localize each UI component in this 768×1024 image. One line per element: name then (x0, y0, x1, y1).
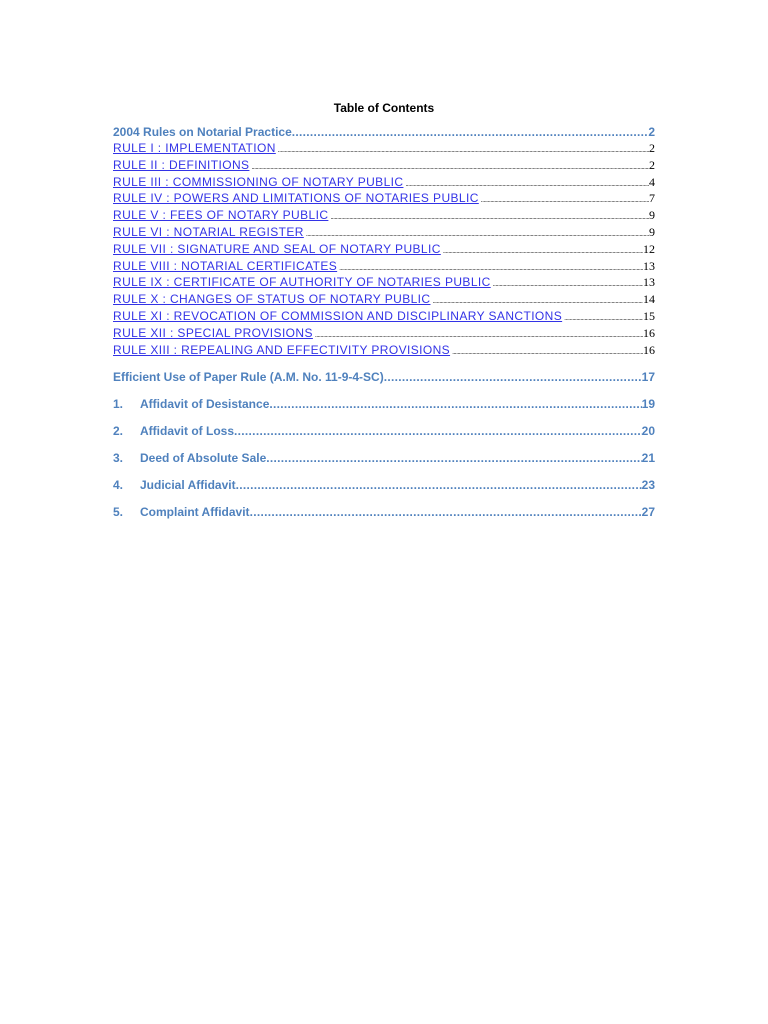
toc-entry-label: RULE III : COMMISSIONING OF NOTARY PUBLIC (113, 174, 404, 189)
toc-page-number: 16 (643, 342, 655, 357)
toc-entry-label: Judicial Affidavit (140, 478, 236, 493)
dot-leader (266, 451, 641, 465)
toc-entry-label: RULE VI : NOTARIAL REGISTER (113, 224, 304, 239)
dot-leader (405, 181, 649, 188)
toc-entry-judicial-affidavit[interactable] (113, 478, 655, 494)
toc-entry-label: RULE VIII : NOTARIAL CERTIFICATES (113, 258, 338, 273)
toc-page-number: 7 (649, 191, 655, 206)
toc-entry-number: 3. (113, 451, 124, 466)
toc-entry-number: 1. (113, 397, 124, 412)
toc-entry-rule-10[interactable] (113, 292, 655, 309)
toc-entry-label: RULE I : IMPLEMENTATION (113, 141, 276, 155)
dot-leader (269, 397, 641, 411)
toc-entry-number: 5. (113, 505, 124, 520)
toc-entry-label: RULE X : CHANGES OF STATUS OF NOTARY PUBLIC (113, 292, 431, 307)
toc-entry-label: Efficient Use of Paper Rule (A.M. No. 11-9-4-SC) (113, 370, 384, 385)
dot-leader (250, 505, 642, 519)
toc-entry-notarial-practice[interactable] (113, 125, 655, 141)
dot-leader (278, 147, 649, 154)
toc-page-number: 13 (643, 258, 655, 273)
dot-leader (330, 214, 649, 221)
toc-entry-label: Affidavit of Desistance (140, 397, 270, 412)
toc-entry-affidavit-of-loss[interactable] (113, 424, 655, 440)
toc-page-number: 2 (649, 141, 655, 155)
toc-entry-label: RULE IV : POWERS AND LIMITATIONS OF NOTARIES PUBLIC (113, 191, 479, 206)
toc-entry-rule-1[interactable] (113, 141, 655, 158)
toc-entry-deed-of-absolute-sale[interactable] (113, 451, 655, 467)
toc-entry-number: 4. (113, 478, 124, 493)
dot-leader (481, 197, 649, 204)
dot-leader (443, 248, 643, 255)
toc-entry-label: RULE XI : REVOCATION OF COMMISSION AND DISCIPLINARY SANCTIONS (113, 308, 563, 323)
toc-page-number: 4 (649, 174, 655, 189)
dot-leader (251, 164, 649, 171)
toc-entry-label: 2004 Rules on Notarial Practice (113, 125, 292, 139)
toc-page-number: 2 (649, 157, 655, 172)
toc-entry-rule-5[interactable] (113, 208, 655, 225)
toc-page-number: 21 (641, 451, 655, 466)
toc-page-number: 12 (643, 241, 655, 256)
toc-page-number: 17 (641, 370, 655, 385)
table-of-contents (113, 125, 655, 521)
toc-entry-label: RULE IX : CERTIFICATE OF AUTHORITY OF NOTARIES PUBLIC (113, 275, 491, 290)
toc-page-number: 27 (641, 505, 655, 520)
dot-leader (452, 349, 643, 356)
toc-entry-label: Deed of Absolute Sale (140, 451, 267, 466)
toc-page-number: 19 (641, 397, 655, 412)
toc-entry-rule-3[interactable] (113, 175, 655, 192)
toc-entry-complaint-affidavit[interactable] (113, 505, 655, 521)
toc-entry-rule-8[interactable] (113, 259, 655, 276)
toc-entry-label: RULE XIII : REPEALING AND EFFECTIVITY PROVISIONS (113, 342, 451, 357)
toc-page-number: 15 (643, 308, 655, 323)
toc-entry-rule-9[interactable] (113, 275, 655, 292)
toc-page-number: 14 (643, 292, 655, 307)
toc-page-number: 9 (649, 208, 655, 223)
toc-page-number: 2 (648, 125, 655, 139)
dot-leader (564, 315, 643, 322)
toc-page-number: 16 (643, 325, 655, 340)
toc-entry-number: 2. (113, 424, 124, 439)
toc-title: Table of Contents (333, 101, 435, 115)
dot-leader (306, 231, 649, 238)
toc-entry-label: RULE V : FEES OF NOTARY PUBLIC (113, 208, 329, 223)
dot-leader (292, 125, 649, 139)
toc-entry-rule-11[interactable] (113, 309, 655, 326)
dot-leader (339, 265, 643, 272)
toc-entry-affidavit-of-desistance[interactable] (113, 397, 655, 413)
dot-leader (432, 298, 643, 305)
toc-entry-label: Complaint Affidavit (140, 505, 250, 520)
toc-entry-label: RULE II : DEFINITIONS (113, 157, 250, 172)
dot-leader (384, 370, 642, 384)
dot-leader (493, 281, 643, 288)
toc-entry-rule-4[interactable] (113, 191, 655, 208)
dot-leader (236, 478, 642, 492)
toc-page-number: 20 (641, 424, 655, 439)
toc-page-number: 9 (649, 224, 655, 239)
toc-entry-efficient-use-of-paper[interactable] (113, 370, 655, 386)
toc-entry-label: Affidavit of Loss (140, 424, 235, 439)
dot-leader (315, 332, 643, 339)
toc-entry-rule-13[interactable] (113, 343, 655, 360)
toc-page-number: 23 (641, 478, 655, 493)
dot-leader (234, 424, 642, 438)
toc-entry-rule-6[interactable] (113, 225, 655, 242)
toc-entry-rule-7[interactable] (113, 242, 655, 259)
toc-entry-label: RULE VII : SIGNATURE AND SEAL OF NOTARY PUBLIC (113, 241, 441, 256)
toc-entry-rule-2[interactable] (113, 158, 655, 175)
toc-page-number: 13 (643, 275, 655, 290)
toc-entry-label: RULE XII : SPECIAL PROVISIONS (113, 325, 313, 340)
toc-entry-rule-12[interactable] (113, 326, 655, 343)
